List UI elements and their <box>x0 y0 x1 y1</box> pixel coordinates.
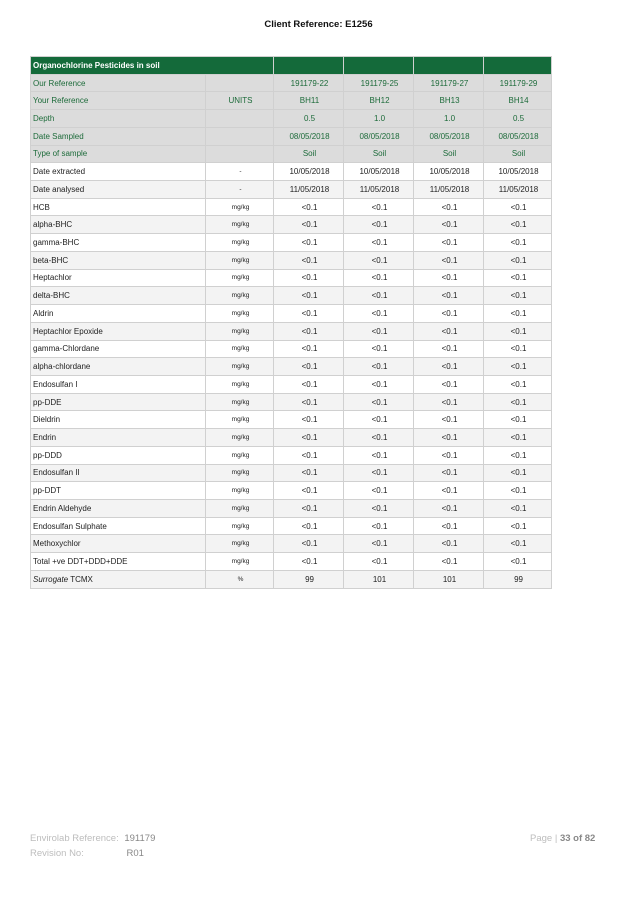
table-row <box>31 251 552 269</box>
table-row <box>31 287 552 305</box>
analyte-value: <0.1 <box>274 269 344 287</box>
analyte-name: Endosulfan Sulphate <box>31 517 206 535</box>
analyte-value: <0.1 <box>274 358 344 376</box>
table-row <box>31 163 552 181</box>
analyte-value: <0.1 <box>344 411 414 429</box>
surrogate-value: 99 <box>484 570 552 588</box>
analyte-value: <0.1 <box>414 482 484 500</box>
analyte-value: <0.1 <box>274 305 344 323</box>
analyte-value: <0.1 <box>414 198 484 216</box>
table-row <box>31 198 552 216</box>
header-label: Depth <box>31 110 206 128</box>
header-row <box>31 127 552 145</box>
analyte-name: Date extracted <box>31 163 206 181</box>
table-row <box>31 553 552 571</box>
analyte-name: Heptachlor Epoxide <box>31 322 206 340</box>
analyte-units: mg/kg <box>206 340 274 358</box>
header-value: BH11 <box>274 92 344 110</box>
analyte-value: 10/05/2018 <box>414 163 484 181</box>
analyte-value: <0.1 <box>414 305 484 323</box>
table-row <box>31 464 552 482</box>
analyte-value: <0.1 <box>274 535 344 553</box>
analyte-value: <0.1 <box>344 234 414 252</box>
page-indicator <box>530 833 595 844</box>
analyte-value: <0.1 <box>274 464 344 482</box>
header-label: Date Sampled <box>31 127 206 145</box>
analyte-value: <0.1 <box>484 251 552 269</box>
header-value: 08/05/2018 <box>414 127 484 145</box>
analyte-value: 11/05/2018 <box>414 181 484 199</box>
table-row <box>31 234 552 252</box>
analyte-value: <0.1 <box>484 287 552 305</box>
analyte-value: <0.1 <box>414 358 484 376</box>
analyte-value: <0.1 <box>344 446 414 464</box>
analyte-name: delta-BHC <box>31 287 206 305</box>
analyte-units: - <box>206 181 274 199</box>
table-row <box>31 429 552 447</box>
surrogate-value: 101 <box>344 570 414 588</box>
analyte-value: <0.1 <box>274 411 344 429</box>
analyte-name: Total +ve DDT+DDD+DDE <box>31 553 206 571</box>
header-value: 08/05/2018 <box>274 127 344 145</box>
analyte-name: pp-DDD <box>31 446 206 464</box>
analyte-value: <0.1 <box>274 482 344 500</box>
analyte-value: <0.1 <box>414 287 484 305</box>
header-row <box>31 92 552 110</box>
analyte-value: <0.1 <box>274 499 344 517</box>
analyte-value: <0.1 <box>344 198 414 216</box>
header-units <box>206 127 274 145</box>
analyte-value: <0.1 <box>484 411 552 429</box>
analyte-units: mg/kg <box>206 482 274 500</box>
analyte-value: <0.1 <box>484 464 552 482</box>
analyte-units: mg/kg <box>206 411 274 429</box>
analyte-value: <0.1 <box>274 251 344 269</box>
table-row <box>31 340 552 358</box>
header-value: 0.5 <box>484 110 552 128</box>
analyte-value: <0.1 <box>414 340 484 358</box>
analyte-value: <0.1 <box>414 553 484 571</box>
analyte-value: <0.1 <box>414 535 484 553</box>
section-title: Organochlorine Pesticides in soil <box>31 57 274 75</box>
footer-references <box>30 831 155 861</box>
analyte-value: <0.1 <box>344 464 414 482</box>
analyte-value: <0.1 <box>484 517 552 535</box>
analyte-units: mg/kg <box>206 429 274 447</box>
analyte-value: <0.1 <box>414 269 484 287</box>
surrogate-value: 101 <box>414 570 484 588</box>
analyte-value: <0.1 <box>484 429 552 447</box>
analyte-value: <0.1 <box>344 375 414 393</box>
analyte-name: Aldrin <box>31 305 206 323</box>
header-value: 1.0 <box>344 110 414 128</box>
analyte-value: 11/05/2018 <box>484 181 552 199</box>
analyte-value: <0.1 <box>344 269 414 287</box>
analyte-units: mg/kg <box>206 375 274 393</box>
analyte-units: mg/kg <box>206 251 274 269</box>
analyte-units: mg/kg <box>206 322 274 340</box>
table-row <box>31 482 552 500</box>
analyte-value: <0.1 <box>344 216 414 234</box>
header-value: BH14 <box>484 92 552 110</box>
analyte-value: <0.1 <box>274 216 344 234</box>
analyte-value: <0.1 <box>274 322 344 340</box>
analyte-units: mg/kg <box>206 234 274 252</box>
header-value: Soil <box>484 145 552 163</box>
analyte-value: 11/05/2018 <box>344 181 414 199</box>
analyte-value: <0.1 <box>274 340 344 358</box>
revision-value: R01 <box>126 848 144 859</box>
analyte-value: 11/05/2018 <box>274 181 344 199</box>
header-label: Your Reference <box>31 92 206 110</box>
analyte-value: <0.1 <box>414 464 484 482</box>
analyte-name: Methoxychlor <box>31 535 206 553</box>
analyte-value: <0.1 <box>274 198 344 216</box>
analyte-name: alpha-BHC <box>31 216 206 234</box>
analyte-value: <0.1 <box>274 553 344 571</box>
analyte-value: <0.1 <box>484 553 552 571</box>
analyte-name: Endosulfan I <box>31 375 206 393</box>
analyte-value: <0.1 <box>484 446 552 464</box>
analyte-name: pp-DDE <box>31 393 206 411</box>
header-row <box>31 110 552 128</box>
table-row <box>31 446 552 464</box>
analyte-value: <0.1 <box>484 393 552 411</box>
analyte-name: beta-BHC <box>31 251 206 269</box>
analyte-value: <0.1 <box>274 446 344 464</box>
analyte-value: <0.1 <box>414 234 484 252</box>
header-value: 191179-27 <box>414 74 484 92</box>
table-row <box>31 322 552 340</box>
header-value: 191179-25 <box>344 74 414 92</box>
table-row <box>31 375 552 393</box>
analyte-value: <0.1 <box>344 305 414 323</box>
surrogate-units: % <box>206 570 274 588</box>
analyte-units: mg/kg <box>206 287 274 305</box>
header-row <box>31 74 552 92</box>
analyte-units: mg/kg <box>206 305 274 323</box>
analyte-value: 10/05/2018 <box>274 163 344 181</box>
surrogate-row <box>31 570 552 588</box>
section-header-row <box>31 57 552 75</box>
analyte-value: <0.1 <box>274 393 344 411</box>
header-units <box>206 74 274 92</box>
analyte-value: <0.1 <box>344 322 414 340</box>
analyte-value: <0.1 <box>344 429 414 447</box>
header-units <box>206 145 274 163</box>
analyte-value: <0.1 <box>414 322 484 340</box>
analyte-units: mg/kg <box>206 216 274 234</box>
analyte-name: Endrin <box>31 429 206 447</box>
analyte-name: alpha-chlordane <box>31 358 206 376</box>
analyte-value: <0.1 <box>274 517 344 535</box>
analyte-value: <0.1 <box>344 340 414 358</box>
header-value: 08/05/2018 <box>484 127 552 145</box>
header-units: UNITS <box>206 92 274 110</box>
header-value: 191179-22 <box>274 74 344 92</box>
analyte-value: <0.1 <box>344 482 414 500</box>
header-value: BH12 <box>344 92 414 110</box>
analyte-value: <0.1 <box>484 216 552 234</box>
analyte-value: <0.1 <box>484 482 552 500</box>
analyte-value: <0.1 <box>484 499 552 517</box>
header-value: Soil <box>344 145 414 163</box>
analyte-units: mg/kg <box>206 535 274 553</box>
surrogate-name <box>31 570 206 588</box>
analyte-name: Heptachlor <box>31 269 206 287</box>
analyte-value: <0.1 <box>414 216 484 234</box>
header-value: BH13 <box>414 92 484 110</box>
header-value: 0.5 <box>274 110 344 128</box>
table-row <box>31 181 552 199</box>
header-row <box>31 145 552 163</box>
analyte-units: mg/kg <box>206 517 274 535</box>
analyte-value: <0.1 <box>344 553 414 571</box>
table-row <box>31 499 552 517</box>
analyte-value: <0.1 <box>414 429 484 447</box>
analyte-value: <0.1 <box>344 251 414 269</box>
table-row <box>31 535 552 553</box>
analyte-value: <0.1 <box>344 287 414 305</box>
analyte-value: <0.1 <box>414 393 484 411</box>
analyte-value: 10/05/2018 <box>484 163 552 181</box>
table-row <box>31 305 552 323</box>
header-value: Soil <box>274 145 344 163</box>
table-row <box>31 517 552 535</box>
page-title: Client Reference: E1256 <box>264 19 373 30</box>
analyte-value: <0.1 <box>484 269 552 287</box>
page-number: 33 of 82 <box>559 833 596 844</box>
analyte-value: <0.1 <box>344 358 414 376</box>
surrogate-label-italic: Surrogate <box>33 574 69 584</box>
envirolab-reference-value: 191179 <box>124 833 156 844</box>
analyte-value: <0.1 <box>344 499 414 517</box>
header-label: Our Reference <box>31 74 206 92</box>
analyte-value: <0.1 <box>414 375 484 393</box>
analyte-value: <0.1 <box>484 535 552 553</box>
header-value: 08/05/2018 <box>344 127 414 145</box>
analyte-value: <0.1 <box>414 411 484 429</box>
page-label: Page | <box>530 833 560 844</box>
analyte-name: gamma-Chlordane <box>31 340 206 358</box>
analyte-units: mg/kg <box>206 269 274 287</box>
header-value: 1.0 <box>414 110 484 128</box>
analyte-name: Endrin Aldehyde <box>31 499 206 517</box>
analyte-value: <0.1 <box>274 429 344 447</box>
analyte-name: gamma-BHC <box>31 234 206 252</box>
analyte-units: mg/kg <box>206 393 274 411</box>
analyte-units: mg/kg <box>206 446 274 464</box>
header-value: Soil <box>414 145 484 163</box>
revision-label: Revision No: <box>30 848 84 859</box>
analyte-value: <0.1 <box>344 517 414 535</box>
analyte-name: Dieldrin <box>31 411 206 429</box>
surrogate-label-rest: TCMX <box>68 574 93 584</box>
analyte-value: <0.1 <box>484 198 552 216</box>
analyte-name: Date analysed <box>31 181 206 199</box>
analyte-units: mg/kg <box>206 358 274 376</box>
analyte-value: <0.1 <box>414 251 484 269</box>
surrogate-value: 99 <box>274 570 344 588</box>
analyte-value: 10/05/2018 <box>344 163 414 181</box>
analyte-value: <0.1 <box>484 322 552 340</box>
analyte-value: <0.1 <box>484 305 552 323</box>
analyte-name: pp-DDT <box>31 482 206 500</box>
envirolab-reference-label: Envirolab Reference: <box>30 833 119 844</box>
analyte-value: <0.1 <box>414 499 484 517</box>
header-label: Type of sample <box>31 145 206 163</box>
analyte-value: <0.1 <box>484 340 552 358</box>
analyte-value: <0.1 <box>274 375 344 393</box>
analyte-value: <0.1 <box>274 234 344 252</box>
header-units <box>206 110 274 128</box>
revision-number <box>30 846 155 861</box>
analyte-value: <0.1 <box>484 375 552 393</box>
analyte-value: <0.1 <box>274 287 344 305</box>
analyte-units: mg/kg <box>206 553 274 571</box>
analyte-name: HCB <box>31 198 206 216</box>
table-row <box>31 216 552 234</box>
analyte-value: <0.1 <box>414 446 484 464</box>
analyte-value: <0.1 <box>344 535 414 553</box>
table-row <box>31 358 552 376</box>
analyte-value: <0.1 <box>344 393 414 411</box>
analyte-units: mg/kg <box>206 499 274 517</box>
analyte-units: - <box>206 163 274 181</box>
table-row <box>31 269 552 287</box>
table-row <box>31 393 552 411</box>
analyte-name: Endosulfan II <box>31 464 206 482</box>
results-table <box>30 56 552 589</box>
table-row <box>31 411 552 429</box>
analyte-value: <0.1 <box>414 517 484 535</box>
analyte-units: mg/kg <box>206 464 274 482</box>
analyte-value: <0.1 <box>484 234 552 252</box>
analyte-units: mg/kg <box>206 198 274 216</box>
analyte-value: <0.1 <box>484 358 552 376</box>
envirolab-reference <box>30 831 155 846</box>
header-value: 191179-29 <box>484 74 552 92</box>
